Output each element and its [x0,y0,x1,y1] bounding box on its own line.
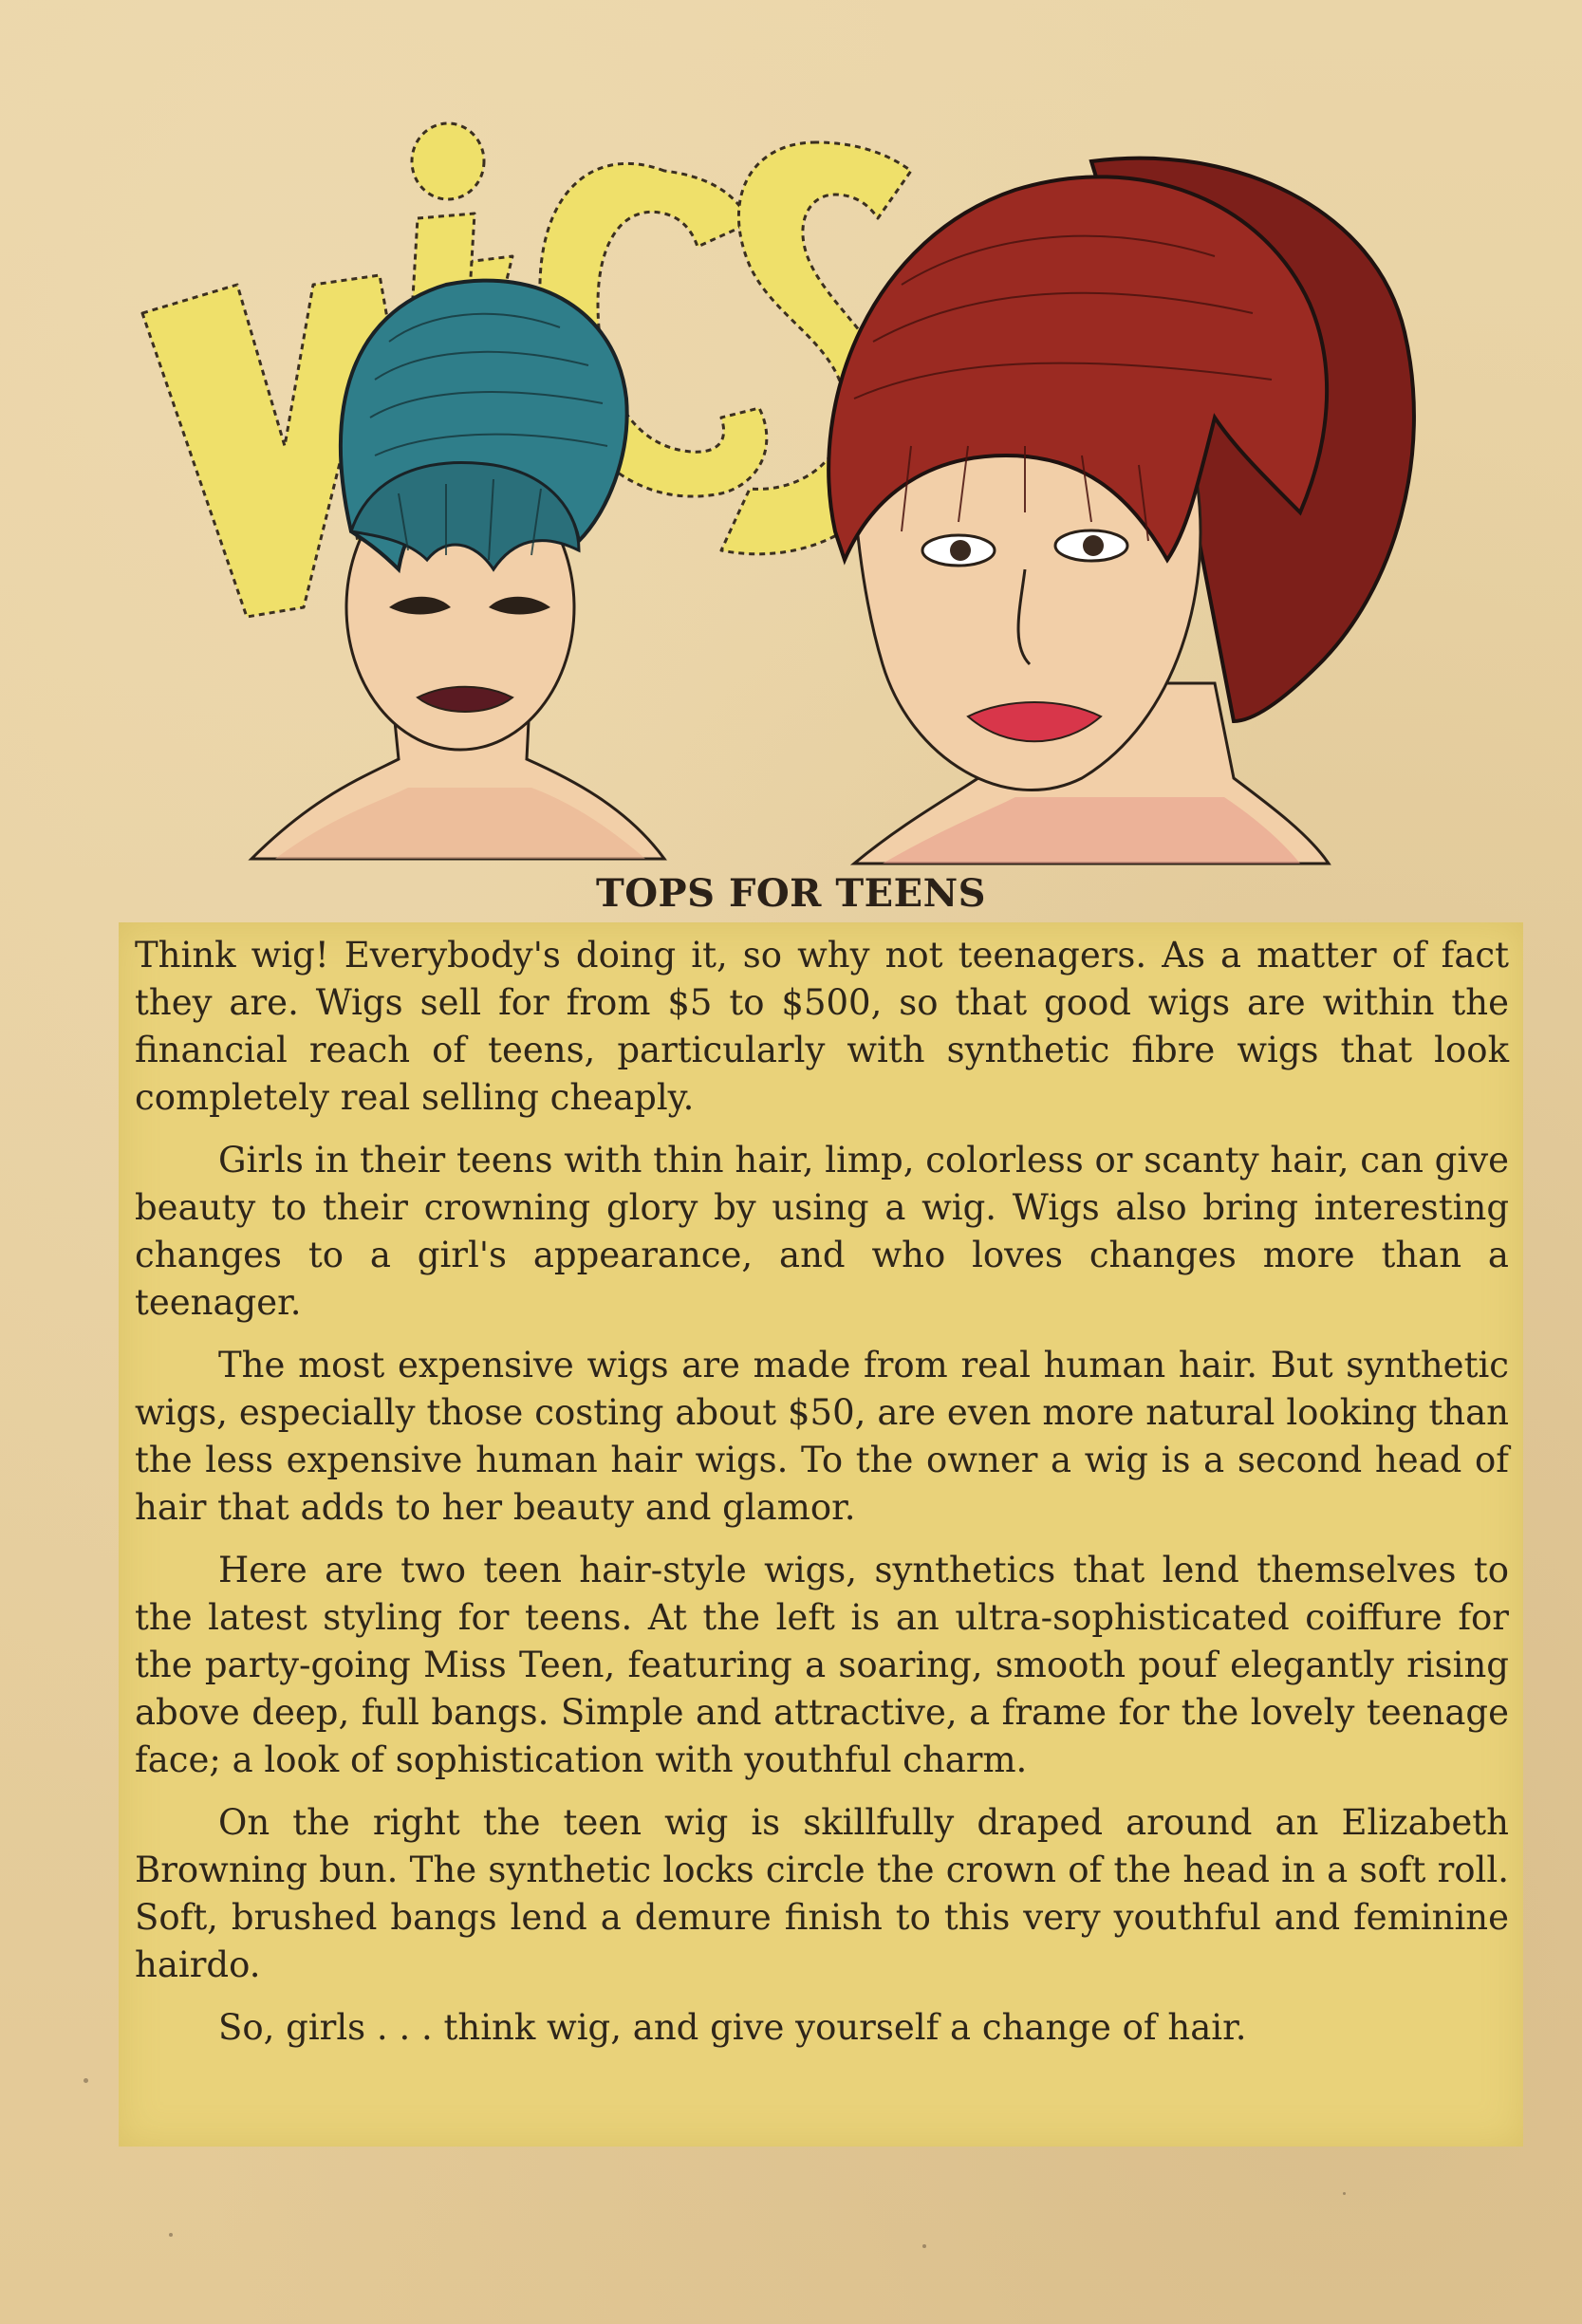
paper-speck [84,2078,88,2083]
paragraph-4: Here are two teen hair-style wigs, synthetics that lend themselves to the latest styling for teens. At the left is an ultra-sophisticated coiffure for the party-going Miss Teen, featuring a soaring, smooth pouf elegantly rising above deep, full bangs. Simple and attractive, a frame for the lovely teenage face; a look of sophistication with youthful charm. [135,1550,1509,1780]
paper-speck [922,2244,926,2248]
paragraph-6: So, girls . . . think wig, and give yourself a change of hair. [218,2007,1247,2048]
paragraph-3: The most expensive wigs are made from real human hair. But synthetic wigs, especially those costing about $50, are even more natural looking than the less expensive human hair wigs. To the owner a wig is a second head of hair that adds to her beauty and glamor. [135,1345,1509,1528]
article-body [135,932,1509,2067]
paper-speck [1343,2192,1346,2195]
paragraph-1: Think wig! Everybody's doing it, so why not teenagers. As a matter of fact they are. Wigs sell for from $5 to $500, so that good wigs are within the financial reach of teens, particularly with synthetic fibre wigs that look completely real selling cheaply. [135,935,1509,1118]
paragraph-5: On the right the teen wig is skillfully draped around an Elizabeth Browning bun. The synthetic locks circle the crown of the head in a soft roll. Soft, brushed bangs lend a demure finish to this very youthful and feminine hairdo. [135,1802,1509,1985]
paper-speck [169,2233,173,2237]
article-heading: TOPS FOR TEENS [595,871,987,916]
paragraph-2: Girls in their teens with thin hair, limp, colorless or scanty hair, can give beauty to their crowning glory by using a wig. Wigs also bring interesting changes to a girl's appearance, and who loves changes more than a teenager. [135,1140,1509,1323]
right-figure [828,158,1414,864]
wigs-illustration [0,0,1582,873]
